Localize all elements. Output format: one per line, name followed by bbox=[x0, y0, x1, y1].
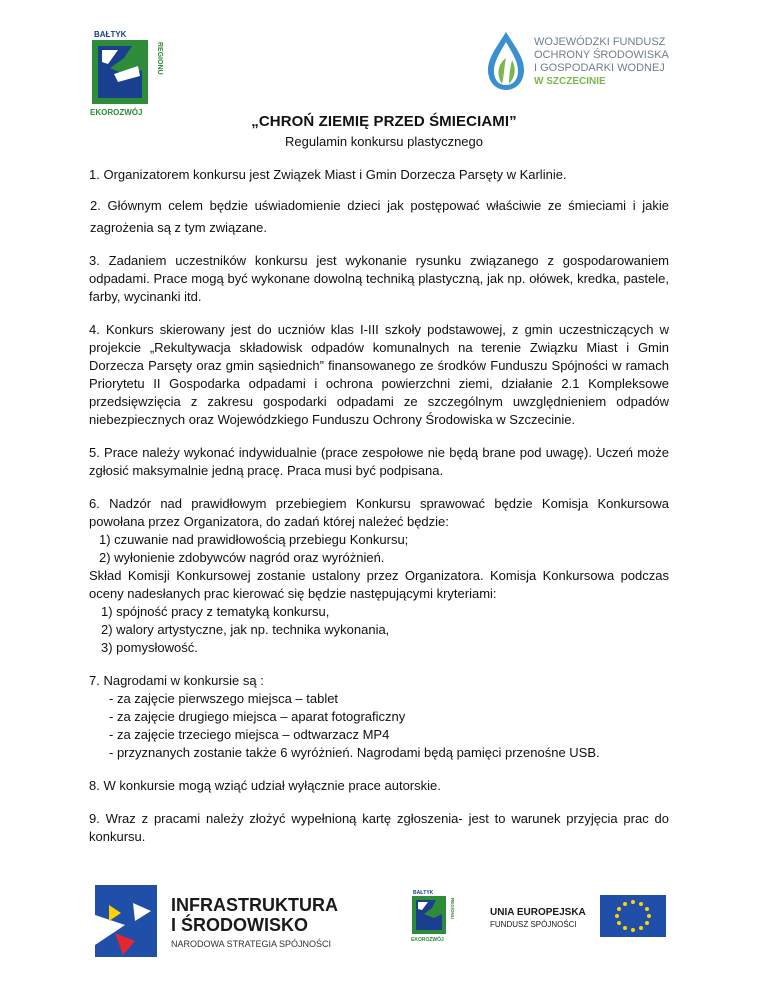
list-item: - przyznanych zostanie także 6 wyróżnień. Nagrodami będą pamięci przenośne USB. bbox=[109, 745, 600, 760]
paragraph-7 bbox=[89, 672, 669, 762]
is-line3: NARODOWA STRATEGIA SPÓJNOŚCI bbox=[171, 939, 332, 949]
list-item: - za zajęcie drugiego miejsca – aparat fotograficzny bbox=[109, 709, 406, 724]
list-item: 1) spójność pracy z tematyką konkursu, bbox=[101, 604, 330, 619]
paragraph-8: 8. W konkursie mogą wziąć udział wyłącznie prace autorskie. bbox=[89, 778, 441, 793]
small-logo-top-text: BAŁTYK bbox=[413, 890, 434, 896]
wfos-line2: OCHRONY ŚRODOWISKA bbox=[534, 49, 669, 61]
paragraph-6-mid: Skład Komisji Konkursowej zostanie ustalony przez Organizatora. Komisja Konkursowa podczas oceny nadesłanych prac kierować się będzie następującymi kryteriami: bbox=[89, 568, 669, 601]
criteria-list bbox=[89, 603, 669, 657]
list-item: 2) wyłonienie zdobywców nagród oraz wyróżnień. bbox=[99, 550, 385, 565]
small-logo-bottom-text: EKOROZWÓJ bbox=[411, 937, 444, 943]
baltyk-ekorozwoj-logo bbox=[88, 28, 166, 120]
list-item: 3) pomysłowość. bbox=[101, 640, 198, 655]
list-item: - za zajęcie pierwszego miejsca – tablet bbox=[109, 691, 339, 706]
paragraph-6-intro: 6. Nadzór nad prawidłowym przebiegiem Konkursu sprawować będzie Komisja Konkursowa powołana przez Organizatora, do zadań której należeć będzie: bbox=[89, 496, 669, 529]
ue-line1: UNIA EUROPEJSKA bbox=[490, 907, 586, 918]
paragraph-2: 2. Głównym celem będzie uświadomienie dzieci jak postępować właściwie ze śmieciami i jakie zagrożenia są z tym związane. bbox=[90, 198, 669, 235]
paragraph-4: 4. Konkurs skierowany jest do uczniów klas I-III szkoły podstawowej, z gmin uczestniczących w projekcie „Rekultywacja składowisk odpadów komunalnych na terenie Związku Miast i Gmin Dorzecza Parsęty oraz gmin sąsiednich” finansowanego ze środków Funduszu Spójności w ramach Priorytetu II Gospodarka odpadami i ochrona powierzchni ziemi, działanie 2.1 Kompleksowe przedsięwzięcia z zakresu gospodarki odpadami ze szczególnym uwzględnieniem odpadów niebezpiecznych oraz Wojewódzkiego Funduszu Ochrony Środowiska w Szczecinie. bbox=[89, 322, 669, 427]
regulations-body bbox=[89, 166, 669, 861]
list-item: 2) walory artystyczne, jak np. technika wykonania, bbox=[101, 622, 390, 637]
paragraph-7-intro: 7. Nagrodami w konkursie są : bbox=[89, 673, 264, 688]
logo-top-text: BAŁTYK bbox=[94, 30, 127, 39]
list-item: - za zajęcie trzeciego miejsca – odtwarzacz MP4 bbox=[109, 727, 390, 742]
is-line1: INFRASTRUKTURA bbox=[171, 895, 338, 915]
small-logo-side-text: REGIONU bbox=[450, 898, 455, 920]
wfos-line4: W SZCZECINIE bbox=[534, 76, 606, 87]
infrastruktura-srodowisko-logo bbox=[95, 885, 365, 960]
logo-bottom-text: EKOROZWÓJ bbox=[90, 108, 143, 117]
wfos-line1: WOJEWÓDZKI FUNDUSZ bbox=[534, 36, 666, 48]
paragraph-1: 1. Organizatorem konkursu jest Związek Miast i Gmin Dorzecza Parsęty w Karlinie. bbox=[89, 167, 567, 182]
baltyk-ekorozwoj-small-logo bbox=[410, 888, 456, 944]
is-line2: I ŚRODOWISKO bbox=[171, 915, 309, 935]
logo-side-text: REGIONU bbox=[156, 42, 163, 75]
document-subtitle: Regulamin konkursu plastycznego bbox=[285, 134, 483, 149]
unia-europejska-logo bbox=[490, 893, 670, 939]
document-title: „CHROŃ ZIEMIĘ PRZED ŚMIECIAMI” bbox=[251, 113, 517, 130]
wfosigw-logo bbox=[482, 30, 682, 94]
paragraph-5: 5. Prace należy wykonać indywidualnie (prace zespołowe nie będą brane pod uwagę). Uczeń może zgłosić maksymalnie jedną pracę. Praca musi być podpisana. bbox=[89, 445, 669, 478]
list-item: 1) czuwanie nad prawidłowością przebiegu Konkursu; bbox=[99, 532, 409, 547]
paragraph-3: 3. Zadaniem uczestników konkursu jest wykonanie rysunku związanego z gospodarowaniem odpadami. Prace mogą być wykonane dowolną techniką plastyczną, jak np. ołówek, kredka, pastele, farby, wycinanki itd. bbox=[89, 253, 669, 304]
paragraph-9: 9. Wraz z pracami należy złożyć wypełnioną kartę zgłoszenia- jest to warunek przyjęcia prac do konkursu. bbox=[89, 811, 669, 844]
prizes-list bbox=[89, 690, 669, 762]
ue-line2: FUNDUSZ SPÓJNOŚCI bbox=[490, 920, 577, 929]
commission-tasks-list bbox=[89, 531, 669, 567]
wfos-line3: I GOSPODARKI WODNEJ bbox=[534, 62, 665, 74]
paragraph-6 bbox=[89, 495, 669, 657]
